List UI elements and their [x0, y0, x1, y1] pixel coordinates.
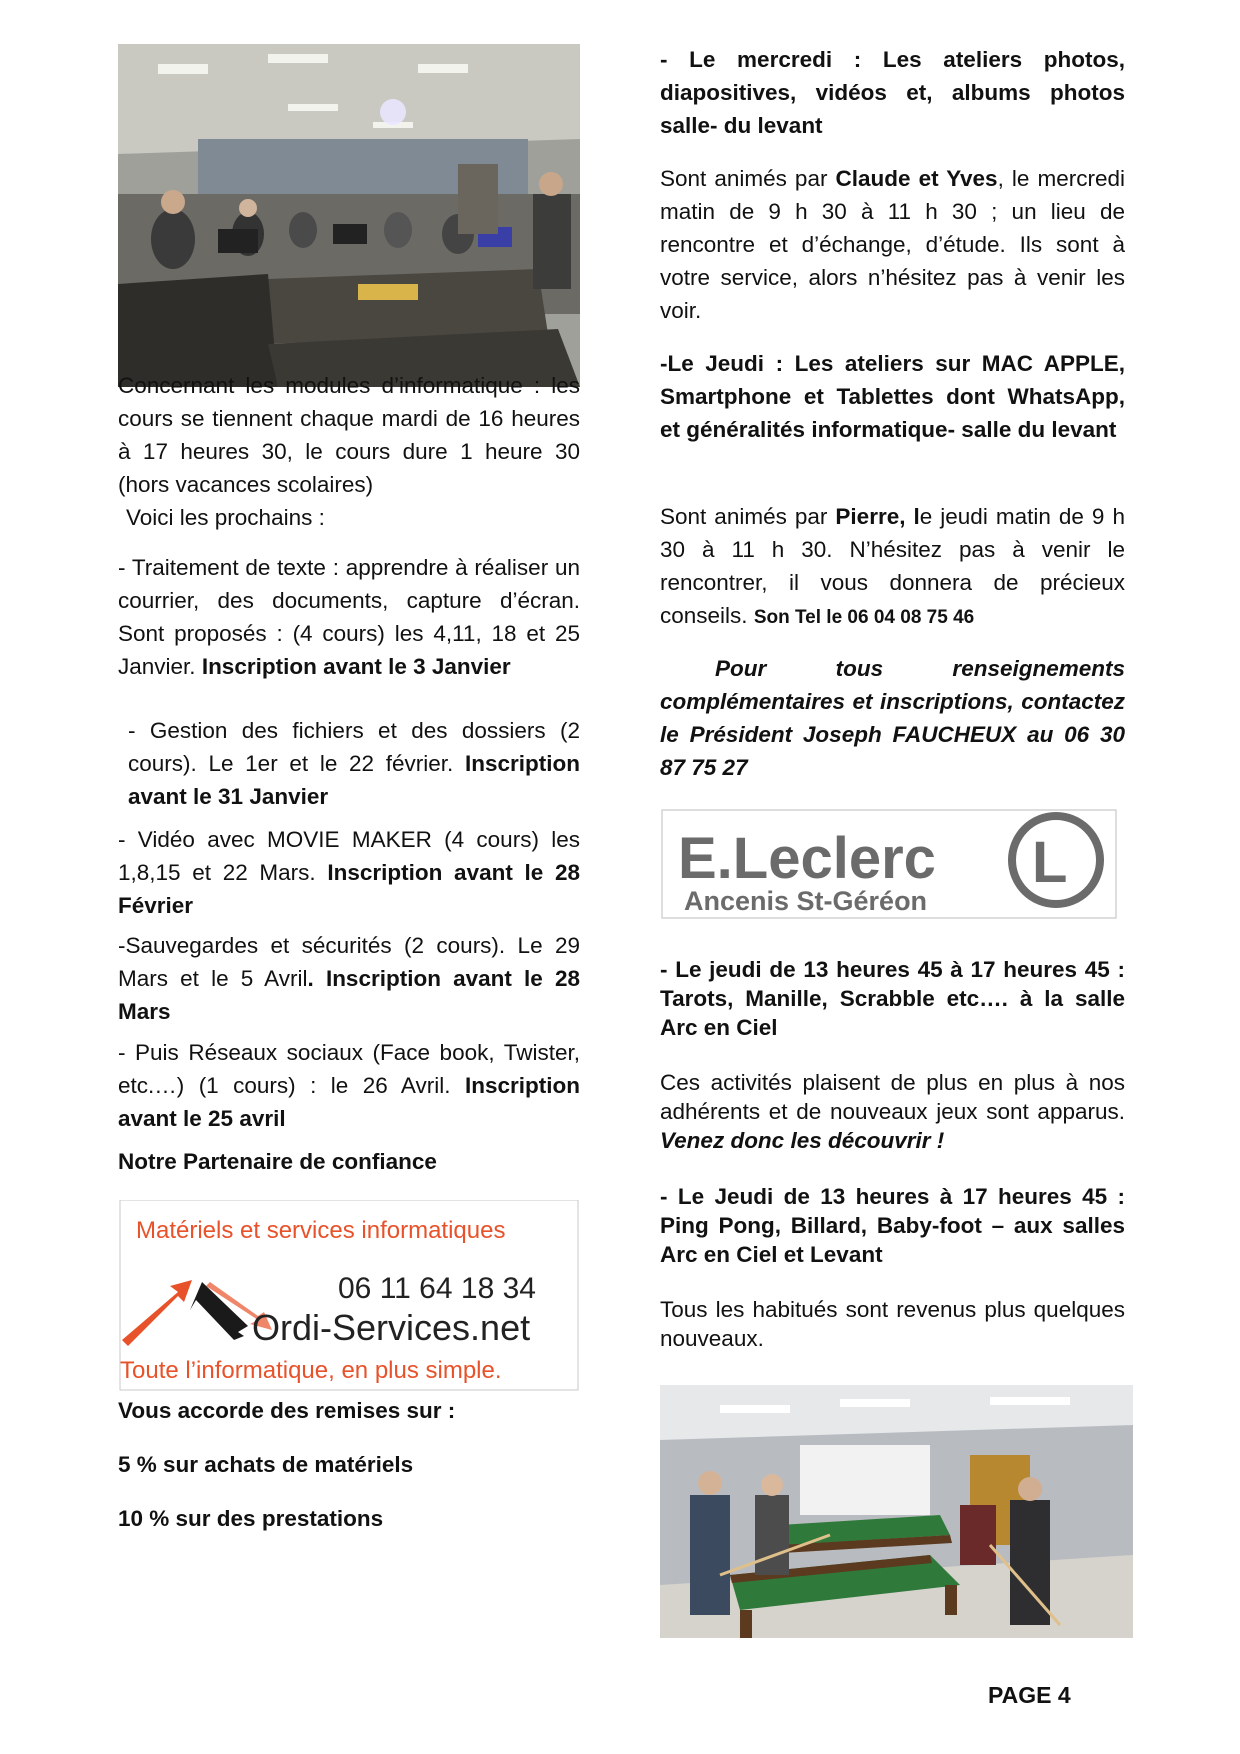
jeudi-animator: Pierre, l: [835, 504, 920, 529]
course-reseaux-deadline: Inscription avant le 25 avril: [118, 1073, 580, 1131]
course-traitement: [118, 551, 580, 683]
mercredi-heading: - Le mercredi : Les ateliers photos, diapositives, vidéos et, albums photos salle- du levant: [660, 47, 1125, 138]
leclerc-logo-drawing: [660, 808, 1120, 922]
course-reseaux-text: - Puis Réseaux sociaux (Face book, Twister, etc.…) (1 cours) : le 26 Avril.: [118, 1040, 580, 1098]
classroom-photo: [118, 44, 580, 387]
billiard-photo-drawing: [660, 1385, 1133, 1638]
contact-paragraph: Pour tous renseignements complémentaires et inscriptions, contactez le Président Joseph FAUCHEUX au 06 30 87 75 27: [660, 656, 1125, 780]
course-gestion-deadline: Inscription avant le 31 Janvier: [128, 751, 580, 809]
cartes-paragraph: [660, 1068, 1125, 1155]
ordi-phone: 06 11 64 18 34: [338, 1272, 536, 1305]
remise-prestations: 10 % sur des prestations: [118, 1506, 384, 1531]
course-gestion-text: - Gestion des fichiers et des dossiers (2 cours). Le 1er et le 22 février.: [128, 718, 580, 776]
course-sauvegardes: [118, 929, 580, 1028]
voici-line: Voici les prochains :: [126, 505, 325, 530]
leclerc-letter: L: [1032, 830, 1068, 895]
jeudi-text-b: e jeudi matin de 9 h 30 à 11 h 30. N’hésitez pas à venir le rencontrer, il vous donnera de précieux conseils.: [660, 504, 1125, 628]
leclerc-logo: [660, 808, 1120, 922]
leclerc-brand: E.Leclerc: [678, 826, 936, 891]
intro-paragraph: Concernant les modules d’informatique : les cours se tiennent chaque mardi de 16 heures à 17 heures 30, le cours dure 1 heure 30 (hors vacances scolaires): [118, 373, 580, 497]
orange-arrow-icon: [122, 1280, 192, 1346]
pingpong-paragraph: Tous les habitués sont revenus plus quelques nouveaux.: [660, 1297, 1125, 1351]
course-video-text: - Vidéo avec MOVIE MAKER (4 cours) les 1,8,15 et 22 Mars.: [118, 827, 580, 885]
mercredi-paragraph: [660, 162, 1125, 327]
page-number: PAGE 4: [988, 1682, 1071, 1708]
course-sauvegardes-deadline: . Inscription avant le 28 Mars: [118, 966, 580, 1024]
course-gestion: [118, 714, 580, 813]
jeudi-paragraph: [660, 500, 1125, 634]
jeudi-heading: -Le Jeudi : Les ateliers sur MAC APPLE, Smartphone et Tablettes dont WhatsApp, et généralités informatique- salle du levant: [660, 351, 1125, 442]
leclerc-sub: Ancenis St-Géréon: [684, 886, 928, 916]
ordi-slogan: Toute l’informatique, en plus simple.: [120, 1357, 502, 1384]
jeudi-text-a: Sont animés par: [660, 504, 828, 529]
pingpong-heading: - Le Jeudi de 13 heures à 17 heures 45 : Ping Pong, Billard, Baby-foot – aux salles Arc en Ciel et Levant: [660, 1184, 1125, 1267]
mercredi-animators: Claude et Yves: [835, 166, 998, 191]
remise-materiels: 5 % sur achats de matériels: [118, 1452, 414, 1477]
billiard-photo: [660, 1385, 1133, 1638]
course-reseaux: [118, 1036, 580, 1135]
cartes-text: Ces activités plaisent de plus en plus à nos adhérents et de nouveaux jeux sont apparus.: [660, 1070, 1125, 1124]
cartes-invite: Venez donc les découvrir !: [660, 1128, 945, 1153]
mercredi-text-a: Sont animés par: [660, 166, 828, 191]
course-traitement-text: - Traitement de texte : apprendre à réaliser un courrier, des documents, capture d’écran. Sont proposés : (4 cours) les 4,11, 18 et 25 Janvier.: [118, 555, 580, 679]
mercredi-text-b: , le mercredi matin de 9 h 30 à 11 h 30 ; un lieu de rencontre et d’échange, d’étude. Ils sont à votre service, alors n’hésitez pas à venir les voir.: [660, 166, 1125, 323]
course-traitement-deadline: Inscription avant le 3 Janvier: [201, 654, 511, 679]
ordi-brand: Ordi-Services.net: [252, 1307, 531, 1348]
cartes-heading: - Le jeudi de 13 heures 45 à 17 heures 45 : Tarots, Manille, Scrabble etc…. à la salle Arc en Ciel: [660, 957, 1125, 1040]
ordi-services-logo: [118, 1200, 580, 1392]
classroom-photo-drawing: [118, 44, 580, 387]
course-video: [118, 823, 580, 922]
partner-heading: Notre Partenaire de confiance: [118, 1149, 437, 1174]
course-video-deadline: Inscription avant le 28 Février: [118, 860, 580, 918]
remises-heading: Vous accorde des remises sur :: [118, 1398, 456, 1423]
jeudi-phone: Son Tel le 06 04 08 75 46: [753, 607, 975, 628]
ordi-tagline: Matériels et services informatiques: [136, 1217, 506, 1244]
ordi-services-logo-drawing: [118, 1200, 580, 1392]
course-sauvegardes-text: -Sauvegardes et sécurités (2 cours). Le 29 Mars et le 5 Avril: [118, 933, 580, 991]
